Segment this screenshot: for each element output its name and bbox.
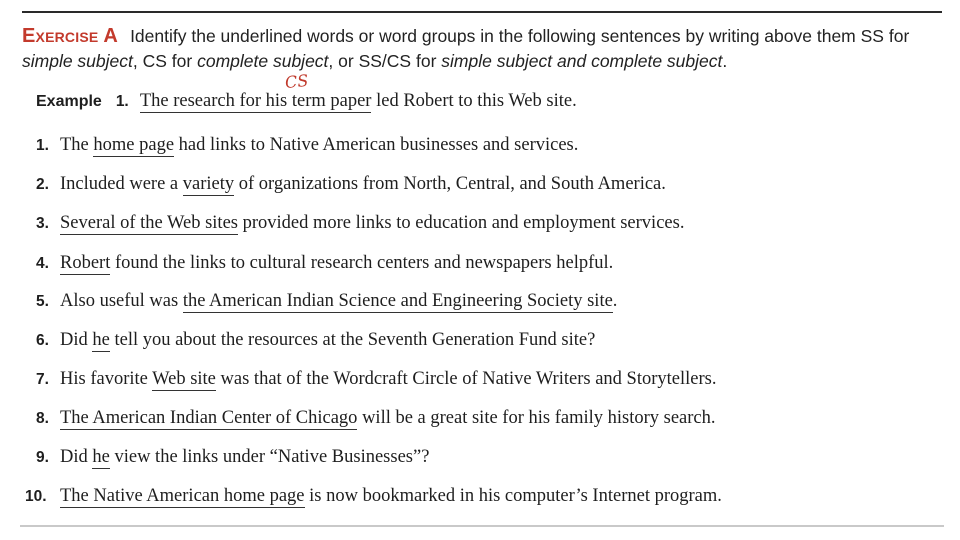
instructions-text: . — [722, 51, 728, 71]
sentence-3 — [36, 212, 684, 235]
item-number: 2. — [36, 176, 49, 193]
item-number: 10. — [25, 488, 47, 505]
instructions-text: for — [411, 51, 442, 71]
sentence-text: view the links under “Native Businesses”? — [109, 447, 430, 467]
underlined-phrase: he — [92, 447, 110, 467]
abbr-sscs: SS/CS — [358, 51, 412, 71]
item-number: 8. — [36, 410, 49, 427]
sentence-10 — [25, 485, 722, 508]
example-sentence — [36, 90, 577, 113]
sentence-text: is now bookmarked in his computer’s Internet program. — [304, 486, 722, 506]
underlined-phrase: The Native American home page — [60, 486, 305, 506]
sentence-text: will be a great site for his family history search. — [357, 408, 716, 428]
item-number: 9. — [36, 449, 49, 466]
exercise-label: Exercise A — [22, 25, 119, 47]
instructions-text: for — [883, 26, 910, 46]
underlined-phrase: Robert — [60, 253, 111, 273]
sentence-8 — [36, 407, 716, 430]
top-rule — [22, 11, 942, 13]
exercise-instructions — [22, 24, 947, 74]
sentence-text: found the links to cultural research centers and newspapers helpful. — [110, 253, 614, 273]
sentence-text: provided more links to education and employment services. — [237, 213, 685, 233]
sentence-text: His favorite — [60, 369, 153, 389]
sentence-text: The — [60, 135, 94, 155]
underlined-phrase: Web site — [152, 369, 216, 389]
sentence-text: Included were a — [60, 174, 183, 194]
sentence-text: led Robert to this Web site. — [371, 91, 577, 111]
sentence-text: Did — [60, 447, 93, 467]
term-simple-subject: simple subject — [22, 51, 133, 71]
abbr-cs: CS — [142, 51, 167, 71]
sentence-text: of organizations from North, Central, and South America. — [234, 174, 666, 194]
sentence-text: was that of the Wordcraft Circle of Native Writers and Storytellers. — [215, 369, 717, 389]
sentence-9 — [36, 446, 429, 469]
underlined-phrase: Several of the Web sites — [60, 213, 238, 233]
example-label: Example — [36, 93, 102, 110]
item-number: 6. — [36, 332, 49, 349]
example-number: 1. — [115, 93, 129, 110]
instructions-text: for — [166, 51, 198, 71]
sentence-7 — [36, 368, 716, 391]
item-number: 7. — [36, 371, 49, 388]
instructions-text: Identify the underlined words or word groups in the following sentences by writing above them — [130, 26, 861, 46]
term-both: simple subject and complete subject — [441, 51, 723, 71]
abbr-ss: SS — [860, 26, 884, 46]
sentence-text: had links to Native American businesses and services. — [174, 135, 579, 155]
underlined-phrase: he — [92, 330, 110, 350]
term-complete-subject: complete subject — [197, 51, 329, 71]
underlined-phrase: variety — [182, 174, 235, 194]
sentence-1 — [36, 134, 578, 157]
sentence-2 — [36, 173, 666, 196]
underlined-phrase: The research for his term paper — [139, 91, 372, 111]
sentence-text: tell you about the resources at the Seventh Generation Fund site? — [109, 330, 596, 350]
sentence-6 — [36, 329, 595, 352]
bottom-rule — [20, 525, 944, 527]
underlined-phrase: home page — [93, 135, 175, 155]
underlined-phrase: the American Indian Science and Engineering Society site — [182, 291, 613, 311]
item-number: 1. — [36, 137, 49, 154]
sentence-text: Also useful was — [60, 291, 183, 311]
sentence-text: Did — [60, 330, 93, 350]
sentence-text: . — [612, 291, 618, 311]
sentence-5 — [36, 290, 617, 313]
underlined-phrase: The American Indian Center of Chicago — [60, 408, 358, 428]
instructions-text: , or — [328, 51, 359, 71]
sentence-4 — [36, 252, 613, 275]
item-number: 3. — [36, 215, 49, 232]
item-number: 5. — [36, 293, 49, 310]
instructions-text: , — [132, 51, 143, 71]
handwritten-annotation: CS — [284, 70, 310, 93]
item-number: 4. — [36, 255, 49, 272]
